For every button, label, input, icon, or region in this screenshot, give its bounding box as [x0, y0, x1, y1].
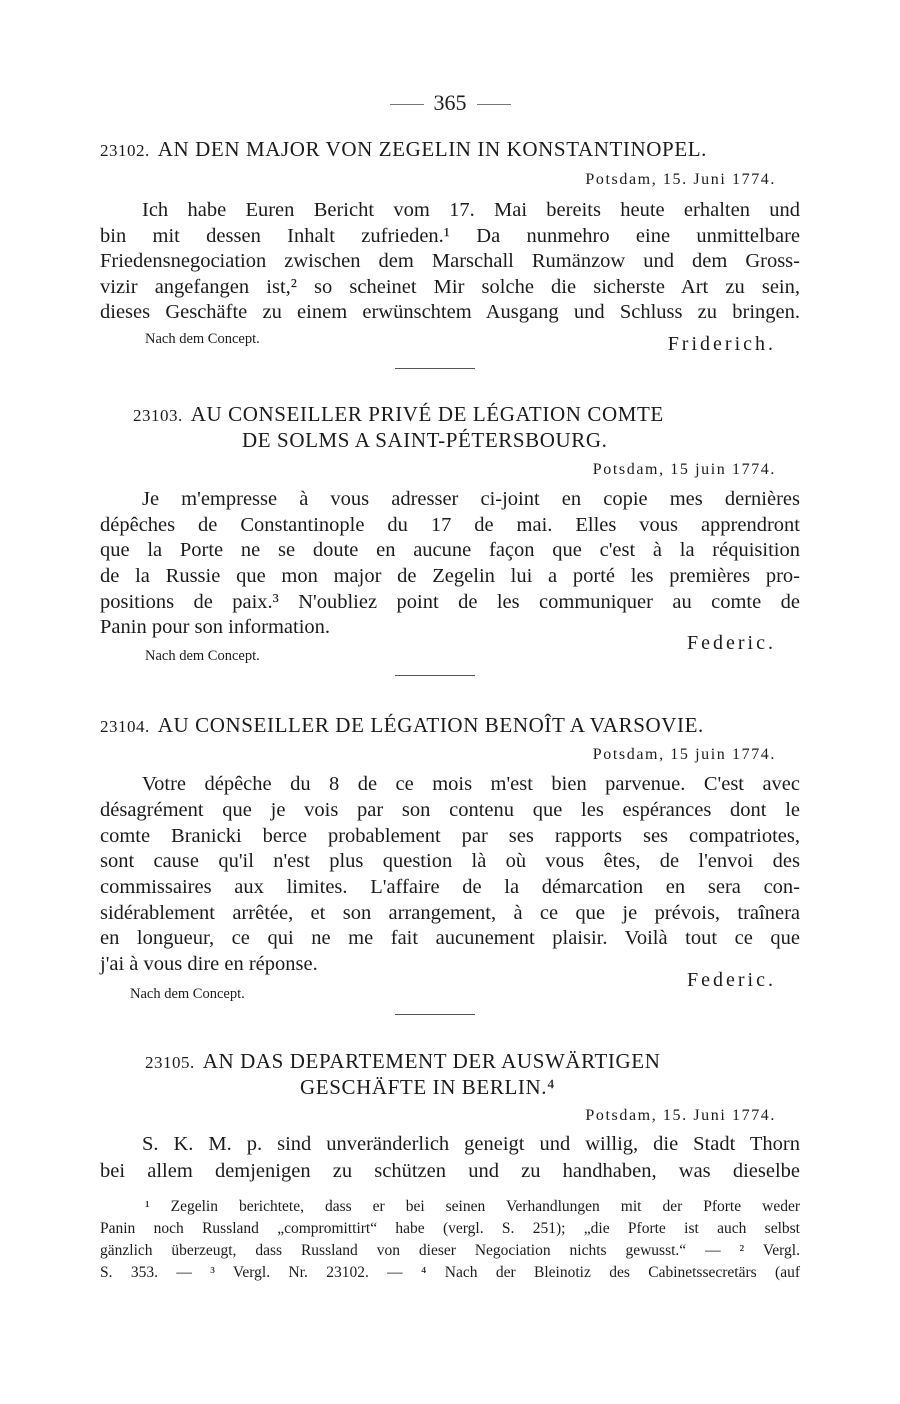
separator-rule — [395, 368, 475, 369]
letter-number: 23103. — [133, 406, 183, 425]
letter-title: AN DAS DEPARTEMENT DER AUSWÄRTIGEN — [202, 1049, 661, 1073]
body-line: S. K. M. p. sind unveränderlich geneigt und willig, die Stadt Thorn — [142, 1133, 800, 1155]
signature: Federic. — [687, 969, 776, 991]
body-line: comte Branicki berce probablement par ses rapports ses compatriotes, — [100, 825, 800, 847]
body-line: Je m'empresse à vous adresser ci-joint en copie mes dernières — [142, 488, 800, 510]
letter-number: 23102. — [100, 141, 150, 160]
body-line: j'ai à vous dire en réponse. — [100, 953, 318, 975]
letter-title: AN DEN MAJOR VON ZEGELIN IN KONSTANTINOPEL. — [157, 137, 708, 161]
body-line: commissaires aux limites. L'affaire de la démarcation en sera con- — [100, 876, 800, 898]
letter-heading — [133, 402, 664, 427]
letter-heading — [100, 137, 707, 162]
body-line: Friedensnegociation zwischen dem Marschall Rumänzow und dem Gross- — [100, 250, 800, 272]
letter-date: Potsdam, 15. Juni 1774. — [585, 171, 776, 188]
body-line: que la Porte ne se doute en aucune façon que c'est à la réquisition — [100, 539, 800, 561]
letter-date: Potsdam, 15 juin 1774. — [592, 746, 776, 763]
body-line: sidérablement arrêtée, et son arrangement, à ce que je prévois, traînera — [100, 902, 800, 924]
body-line: vizir angefangen ist,² so scheinet Mir solche die sicherste Art zu sein, — [100, 276, 800, 298]
body-line: désagrément que je vois par son contenu que les espérances dont le — [100, 799, 800, 821]
letter-date: Potsdam, 15. Juni 1774. — [585, 1107, 776, 1124]
signature: Friderich. — [667, 333, 776, 355]
body-line: en longueur, ce qui ne me fait aucunement plaisir. Voilà tout ce que — [100, 927, 800, 949]
letter-number: 23105. — [145, 1053, 195, 1072]
body-line: bei allem demjenigen zu schützen und zu handhaben, was dieselbe — [100, 1160, 800, 1182]
letter-heading — [145, 1049, 660, 1074]
signature: Federic. — [687, 632, 776, 654]
body-line: de la Russie que mon major de Zegelin lui a porté les premières pro- — [100, 565, 800, 587]
body-line: Ich habe Euren Bericht vom 17. Mai bereits heute erhalten und — [142, 199, 800, 221]
body-line: Panin pour son information. — [100, 616, 331, 638]
letter-date: Potsdam, 15 juin 1774. — [592, 461, 776, 478]
source-note: Nach dem Concept. — [145, 648, 260, 664]
letter-title: AU CONSEILLER DE LÉGATION BENOÎT A VARSOVIE. — [157, 713, 704, 737]
letter-title-continued: DE SOLMS A SAINT-PÉTERSBOURG. — [242, 428, 608, 452]
body-line: positions de paix.³ N'oubliez point de les communiquer au comte de — [100, 591, 800, 613]
letter-title: AU CONSEILLER PRIVÉ DE LÉGATION COMTE — [190, 402, 664, 426]
footnote-line: S. 353. — ³ Vergl. Nr. 23102. — ⁴ Nach der Bleinotiz des Cabinetssecretärs (auf — [100, 1264, 800, 1281]
body-line: bin mit dessen Inhalt zufrieden.¹ Da nunmehro eine unmittelbare — [100, 225, 800, 247]
footnote-line: gänzlich überzeugt, dass Russland von dieser Negociation nichts gewusst.“ — ² Vergl. — [100, 1242, 800, 1259]
page-number: 365 — [0, 90, 900, 116]
source-note: Nach dem Concept. — [145, 331, 260, 347]
footnote-line: Panin noch Russland „compromittirt“ habe (vergl. S. 251); „die Pforte ist auch selbst — [100, 1220, 800, 1237]
body-line: sont cause qu'il n'est plus question là où vous êtes, de l'envoi des — [100, 850, 800, 872]
letter-heading — [100, 713, 704, 738]
separator-rule — [395, 1014, 475, 1015]
separator-rule — [395, 675, 475, 676]
footnote-line: ¹ Zegelin berichtete, dass er bei seinen Verhandlungen mit der Pforte weder — [145, 1198, 800, 1215]
body-line: dépêches de Constantinople du 17 de mai. Elles vous apprendront — [100, 514, 800, 536]
body-line: Votre dépêche du 8 de ce mois m'est bien parvenue. C'est avec — [142, 773, 800, 795]
letter-number: 23104. — [100, 717, 150, 736]
letter-title-continued: GESCHÄFTE IN BERLIN.⁴ — [300, 1075, 556, 1099]
source-note: Nach dem Concept. — [130, 986, 245, 1002]
body-line: dieses Geschäfte zu einem erwünschtem Ausgang und Schluss zu bringen. — [100, 301, 800, 323]
